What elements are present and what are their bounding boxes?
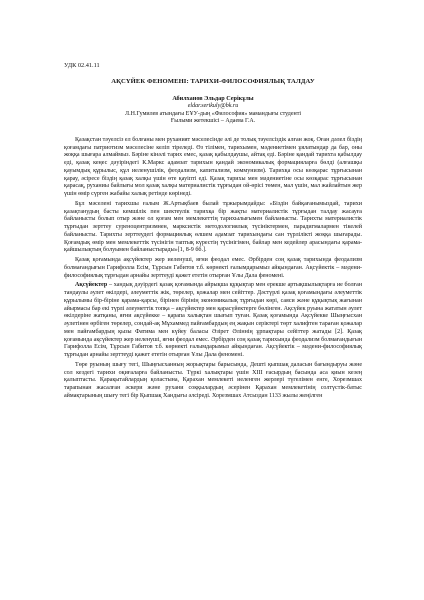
udk-code: УДК 02.41.11 bbox=[64, 62, 100, 69]
defined-term: Ақсүйектер bbox=[75, 282, 108, 289]
paragraph-4: Ақсүйектер – хандық дәуірдегі қазақ қоғамында айрықша құқықтар мен ерекше артықшылықтарға ие болған тандаулы әулет өкілдері, әлеуметтік жік, төрелер, қожалар мен сейіттер. Дәстүрлі қазақ қоғамындағы әлеуметтік құрылымы бір-біріне қарама-қарсы, бірінен бірінің экономикалық тұрғыдан көрі, саяси және құқықтық жағынан айырмасы бар екі түрлі әлеуметтік топқа – ақсүйектер мен қарасүйектерге бөлінген. Ақсүйек руына жататын әулет өкілдеріне жатқаны, яғни ақсүйекке – қарапа халықтан шығып туған. Қазақ қоғамында Ақсүйекке Шыңғысхан әулетінен өрбіген төрелер, сондай-ақ Мұхаммед пайғамбардың ең жақын серіктері төрт халифтен тараған қожалар мен пайғамбардың қызы Фатима мен күйеу баласы Әзірет Әліннің ұрпақтары сейіттер жатады [2]. Қазақ қоғамында ақсүйектер жер иеленуші, яғни феодал емес. Әрбірден соң қазақ тарихында феодализм болмағандығын Гарифолла Есім, Тұрсын Габитов т.б. көрнекті ғалымдарымыз айқындаған. Ақсүйектік – мәдени-философиялық тұрғыдан арнайы зерттеуді қажет ететін отырған Ұлы Дала феномені. bbox=[64, 282, 362, 359]
paragraph-1: Қазақстан тәуелсіз ел болғаны мен руханият мәселесінде әлі де толық тәуелсіздік алған жоқ. Оған дәлел біздің қоғамдағы патриотизм мәселесіне келіп тіреледі. Өз тілімен, тарихымен, мәдениетімен ұялатындар да бар, оны жоққа шығара алмаймыз. Бәріне кінәлі тарих емес, қазақ қабылдаушы, айтақ еді. Бәріне қандай тарихта қабылдау еді, қазақ кеңес дәуіріндегі К.Маркс адамзат тарихын қандай экономикалық формацияларға бөлді (алғашқы қауымдық құрылыс, құл иеленушілік, феодализм, капитализм, коммунизм). Тарихқа осы көзқарас тұрғысынан қарау, әсіресе біздің қазақ халқы үшін өте қауіпті еді. Қазақ тарихы мен мәдениетіне осы көзқарас тұрғысынан қарасақ, руханиы байлығы мол қазақ халқы материалистік тұрғыдан ой-өрісі төмен, мал үшін, мал жайлайтын жер үшін өмір сүрген жабайы халық ретінде көрінеді. bbox=[64, 136, 362, 198]
author-name: Абилханов Эльдар Серікұлы bbox=[172, 95, 254, 102]
author-affiliation: Л.Н.Гумилев атындағы ЕҰУ-дың «Философия» мамандығы студенті bbox=[125, 110, 301, 117]
paragraph-5: Төре руының шығу тегі, Шыңғысханның жорықтары барысында, Дешті қыпшақ даласын бағындыруы және сол кездегі тарихи оқиғаларға байланысты. Түркі халықтары үшін XIII ғасырдың басында аса қиын кезең қалыптасты. Қарақытайлардың қоластына, Қарахан мемлекеті иеленген жерлері түгелімен енге, Хорезмшах тарапынан жасалған әскери және рухани соққылардың әсерінен Қарахан мемлекетінің солтүстік-батыс аймақтарының шығу тегі бір Қыпшақ Хандығы әлсіреді. Хорезмшах Атсыздан 1133 жылы жеңілген bbox=[64, 361, 362, 399]
paragraph-3: Қазақ қоғамында ақсүйектер жер иеленуші, яғни феодал емес. Әрбірден соң қазақ тарихында феодализм болмағандығын Гарифолла Есім, Тұрсын Габитов т.б. көрнекті ғалымдарымыз айқындаған. Ақсүйектік – мәдени-философиялық тұрғыдан арнайы зерттеуді қажет ететін отырған Ұлы Дала феномені. bbox=[64, 257, 362, 279]
article-body bbox=[64, 137, 362, 401]
paragraph-2: Бұл мәселені тарихшы ғалым Ж.Артықбаев былай тұжырымдайды: «Біздін байқағанымыздай, тарихи қазақтанудың басты кемшілік пен шектеулік тарихқа бір жақты материалистік тұрғыдан талдау жасауға байланысты болып отыр және ол қоғам мен мемлекеттің тарихылығымен байланысты. Тарихты материалистік тұрғыдан зерттеу суреноцентризмнен, марксистік методологиялық түсініктермен, парадигмалармен тікелей байланысты. Тарихты зерттеудегі формациялық өлшем адамзат тарихындағы сан түрлілікті жоққа шығарады. Қоғамдық өмір мен мемлекеттік түсінігін таптық күрестің түсінігімен, байлар мен кедейлер арасындағы қарама- қайшылықтың болуымен байланыстырады»[1, 8-9 бб.]. bbox=[64, 200, 362, 254]
scientific-supervisor: Ғылыми жетекшісі – Адаева Г.А. bbox=[170, 118, 256, 125]
author-email[interactable]: eldar.serikuly@bk.ru bbox=[187, 103, 239, 109]
article-title: АҚСҮЙЕК ФЕНОМЕНІ: ТАРИХИ-ФИЛОСОФИЯЛЫҚ ТАЛДАУ bbox=[111, 78, 315, 85]
